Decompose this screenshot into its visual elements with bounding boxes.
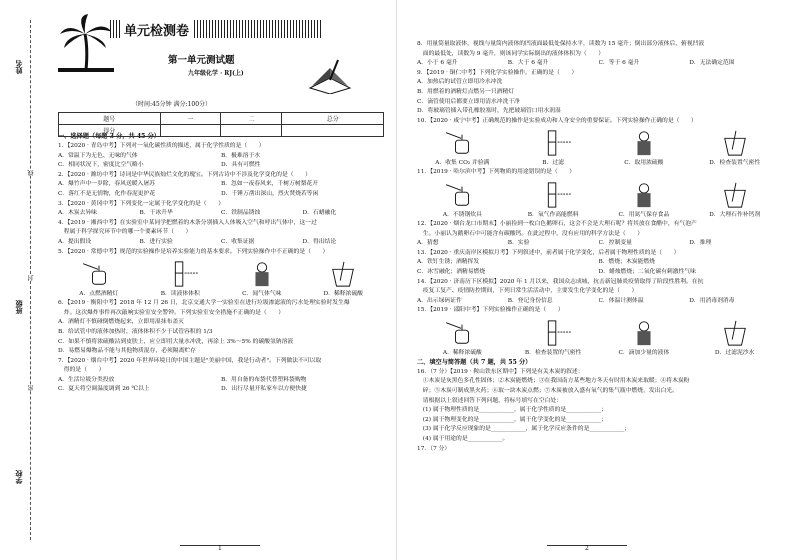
illustration-caption: D．稀释浓硫酸 [323, 291, 363, 298]
question-text: 请根据以上叙述回答下列问题，将标号填写在空白处： [417, 397, 562, 404]
illustration-caption: C．取用浓硫酸 [624, 160, 664, 167]
answer-options [417, 268, 780, 278]
illustration-cell[interactable] [508, 180, 599, 218]
score-header-cell: 二 [221, 113, 282, 125]
lab-apparatus-icon [619, 181, 669, 209]
answer-option[interactable]: B．干冰升华 [139, 210, 173, 217]
lab-apparatus-icon [437, 129, 487, 157]
question-text: 5．【2020 · 常德中考】规范的实验操作是培养实验能力的基本要求。下列实验操作中不正确的是（ ） [58, 248, 329, 255]
question-text: 生。小丽认为鹅卵石中可能含有碳酸钙。在此过程中，没有应用的科学方法是（ ） [417, 230, 644, 237]
q5-illustrations [58, 259, 384, 297]
illustration-cell[interactable] [599, 318, 690, 356]
question-text: 1．【2020 · 青岛中考】下列对一氧化碳性质的描述，属于化学性质的是（ ） [58, 143, 265, 149]
illustration-caption: D．检查装置气密性 [709, 160, 761, 167]
right-page [397, 0, 794, 560]
question-text: 12．【2020 · 烟台龙口市期末】小丽捡到一枚白色鹅卵石，这会不会是大理石呢？将其放在食醋中，有气泡产 [417, 220, 697, 227]
illustration-cell[interactable] [417, 180, 508, 218]
illustration-caption: A．收集 CO₂ 并验满 [435, 160, 490, 167]
question-text: 碎；⑤木炭可制成黑火药；⑥取一块木炭点燃；⑦木炭被放入盛有氧气的集气瓶中燃烧，发出白光。 [417, 388, 678, 395]
binding-class-label: 班级 [14, 300, 23, 314]
question-text: 疫复工复产、疫情防控期间，下列日常生活活动中，主要发生化学变化的是（ ） [417, 288, 638, 295]
score-header-cell: 总分 [282, 113, 384, 125]
binding-mark-secret: 密 [28, 385, 35, 391]
binding-margin [0, 0, 56, 560]
score-table [58, 112, 384, 137]
lab-apparatus-icon [528, 129, 578, 157]
banner-title: 单元检测卷 [120, 20, 193, 39]
question-text: C．如果不慎将浓硫酸沾到皮肤上，应立即用大量水冲洗，再涂上 3%～5% 的碳酸氢钠溶液 [58, 338, 294, 345]
lab-apparatus-icon [619, 319, 669, 347]
illustration-caption: D．大理石作补钙剂 [709, 211, 761, 218]
answer-options [58, 190, 384, 200]
answer-options [58, 180, 384, 190]
question-text: B．给试管中的液体加热时，液体体积不少于试管容积的 1/3 [58, 328, 213, 335]
illustration-cell[interactable] [508, 128, 599, 166]
lab-apparatus-icon [237, 260, 287, 288]
illustration-cell[interactable] [508, 318, 599, 356]
left-content [58, 0, 384, 395]
answer-options [58, 209, 384, 219]
question-block [417, 168, 780, 178]
answer-option[interactable]: D．推理 [689, 240, 712, 247]
question-text: 4．【2019 · 湘西中考】在实验室中某同学把燃着的木条分别插入人体吸入空气和呼出气体中，这一过 [58, 219, 317, 226]
answer-options [58, 152, 384, 162]
illustration-caption: B．过滤 [542, 160, 564, 167]
question-block [58, 132, 384, 257]
answer-option[interactable]: A．铁钉生锈；酒精挥发 [417, 259, 480, 266]
question-text: A．加热后的试管立即用冷水冲洗 [417, 79, 503, 86]
test-header [58, 0, 384, 135]
book-and-pen-icon [308, 58, 352, 94]
section-heading: 二、填空与简答题（共 7 题，共 55 分） [417, 358, 532, 366]
lab-apparatus-icon [710, 319, 760, 347]
illustration-caption: B．检查装置的气密性 [524, 349, 582, 356]
answer-option[interactable]: B．登记身份信息 [507, 297, 553, 304]
illustration-cell[interactable] [599, 180, 690, 218]
illustration-cell[interactable] [417, 318, 508, 356]
answer-option[interactable]: B．极难溶于水 [221, 152, 261, 159]
illustration-caption: A．不锈钢炊具 [442, 211, 482, 218]
score-label-cell: 得分 [59, 125, 161, 137]
question-text: 炸。这次爆炸事件再次敲响实验室安全警钟。下列实验室安全措施不正确的是（ ） [58, 309, 285, 316]
answer-option[interactable]: C．落红不是无情物，化作春泥更护花 [58, 190, 156, 197]
question-text: 8．用量筒量取液体，视线与量筒内液体的凹液面最低处保持水平，读数为 15 毫升；倒出部分液体后，俯视凹液 [417, 41, 705, 47]
time-and-score-note: （时间:45分钟 满分:100分） [132, 101, 212, 108]
answer-option[interactable]: C．收集证据 [221, 238, 255, 245]
illustration-cell[interactable] [417, 128, 508, 166]
answer-option[interactable]: D．用消毒剂消毒 [689, 297, 735, 304]
answer-options [417, 239, 780, 249]
lab-apparatus-icon [437, 181, 487, 209]
answer-option[interactable]: D．无法确定范围 [689, 60, 735, 67]
lab-apparatus-icon [437, 319, 487, 347]
question-text: 6．【2019 · 衡阳中考】2018 年 12 月 26 日，北京交通大学一实验室在进行垃圾渗滤液的污水处理实验时发生爆 [58, 300, 350, 307]
score-input-cell[interactable] [282, 125, 384, 137]
question-block [417, 40, 780, 126]
question-block [417, 220, 780, 316]
question-text: ①木炭是灰黑色多孔性固体；②木炭能燃烧；③在我国南方某些地方冬天有时用木炭来取暖；④将木炭粉 [417, 378, 690, 385]
answer-option[interactable]: B．燃烧；木炭能燃烧 [598, 259, 655, 266]
answer-option[interactable]: A．木炭去异味 [58, 210, 97, 217]
q11-illustrations [417, 180, 780, 218]
question-block [58, 299, 384, 395]
question-text: 14．【2020 · 济南历下区模拟】2020 年 1 月以来，我国众志成城，抗击新冠肺炎疫情取得了阶段性胜利。在抗 [417, 278, 704, 285]
answer-option[interactable]: C．等于 6 毫升 [598, 60, 640, 67]
answer-option[interactable]: A．小于 6 毫升 [417, 60, 458, 67]
question-text: (3) 属于化学反应现象的是____________，属于化学反应条件的是____________； [417, 426, 630, 433]
answer-option[interactable]: A．出示绿码证件 [417, 297, 462, 304]
question-text: (2) 属于物理变化的是____________，属于化学变化的是____________； [417, 416, 607, 423]
question-text: 9．【2019 · 铜仁中考】下列化学实验操作，正确的是（ ） [417, 69, 578, 76]
illustration-caption: C．闻气体气味 [242, 291, 282, 298]
page-number-left: 1 [218, 545, 222, 552]
answer-option[interactable]: D．具有可燃性 [221, 162, 261, 169]
illustration-cell[interactable] [689, 180, 780, 218]
answer-option[interactable]: B．实验 [507, 240, 530, 247]
answer-options [58, 238, 384, 248]
answer-option[interactable]: C．相同状况下，密度比空气略小 [58, 162, 144, 169]
lab-apparatus-icon [155, 260, 205, 288]
answer-option[interactable]: C．体温计测体温 [598, 297, 644, 304]
answer-option[interactable]: A．提出假设 [58, 238, 92, 245]
illustration-cell[interactable] [303, 259, 385, 297]
score-input-cell[interactable] [221, 125, 282, 137]
question-text: 16．（7 分）【2019 · 鞍山铁东区期中】下列是有关木炭的叙述： [417, 368, 584, 375]
answer-option[interactable]: D．千锤万凿出深山，烈火焚烧若等闲 [221, 190, 319, 197]
binding-mark-line: 线 [28, 170, 35, 176]
question-text: 17．（7 分） [417, 445, 451, 452]
illustration-caption: C．滴加少量的液体 [618, 349, 670, 356]
q10-illustrations [417, 128, 780, 166]
answer-option[interactable]: A．常温下为无色、无味的气体 [58, 152, 138, 159]
q15-illustrations [417, 318, 780, 356]
question-text: 程属于科学探究环节中的哪一个要素环节（ ） [58, 229, 192, 236]
illustration-cell[interactable] [221, 259, 303, 297]
answer-option[interactable]: C．控制变量 [598, 240, 632, 247]
question-text: (1) 属于物理性质的是____________，属于化学性质的是____________； [417, 407, 607, 414]
question-text: D．将玻璃管插入带孔橡胶塞时，先把玻璃管口用水润湿 [417, 108, 561, 115]
answer-options [417, 297, 780, 307]
question-text: 面的最低处，读数为 9 毫升，则该同学实际倒出的液体体积为（ ） [417, 50, 605, 57]
question-text: D．易燃易爆物品不能与其他物质混存，必须隔离贮存 [58, 348, 196, 355]
question-text: A．酒精灯不慎碰倒燃烧起来，立即用湿抹布盖灭 [58, 319, 184, 326]
question-text: 7．【2020 · 烟台中考】2020 年世界环境日的中国主题是"美丽中国，我是行动者"。下列做法不可以取 [58, 357, 322, 364]
score-header-cell: 题号 [59, 113, 161, 125]
answer-option[interactable]: D．蜡烛燃烧；二氧化碳有刺激性气味 [598, 268, 696, 275]
page-title: 第一单元测试题 [168, 55, 235, 66]
answer-options [417, 258, 780, 268]
illustration-cell[interactable] [689, 128, 780, 166]
score-header-cell: 一 [160, 113, 221, 125]
page-number-right: 2 [585, 545, 589, 552]
answer-option[interactable]: A．爆竹声中一岁除，春风送暖入屠苏 [58, 181, 155, 188]
answer-option[interactable]: B．用自备的布袋代替塑料袋购物 [221, 376, 307, 383]
question-text: (4) 属于用途的是____________。 [417, 436, 509, 443]
question-text: 15．【2019 · 邵阳中考】下列实验操作正确的是（ ） [417, 307, 564, 314]
answer-option[interactable]: B．进行实验 [139, 238, 173, 245]
illustration-caption: C．用氮气保存食品 [618, 211, 670, 218]
lab-apparatus-icon [619, 129, 669, 157]
question-text: 2．【2020 · 潍坊中考】诗词是中华民族灿烂文化的瑰宝。下列古诗中不涉及化学变化的是（ ） [58, 171, 311, 178]
illustration-caption: B．读液体体积 [160, 291, 200, 298]
lab-apparatus-icon [528, 181, 578, 209]
lab-apparatus-icon [710, 181, 760, 209]
question-text: 10．【2020 · 咸宁中考】正确规范的操作是实验成功和人身安全的重要保证。下列实验操作正确的是（ ） [417, 117, 697, 124]
answer-options [58, 161, 384, 171]
illustration-cell[interactable] [58, 259, 140, 297]
answer-options [58, 385, 384, 395]
question-text: 得的是（ ） [58, 367, 105, 374]
section-heading: 一、选择题（每题 3 分，共 45 分） [58, 133, 160, 140]
illustration-cell[interactable] [140, 259, 222, 297]
lab-apparatus-icon [710, 129, 760, 157]
question-block [417, 358, 780, 454]
answer-option[interactable]: D．出行尽量开私家车以方便快捷 [221, 386, 307, 393]
illustration-caption: D．过滤泥沙水 [714, 349, 755, 356]
illustration-caption: B．氧气作高能燃料 [527, 211, 579, 218]
answer-option[interactable]: B．忽如一夜春风来，千树万树梨花开 [221, 181, 319, 188]
lab-apparatus-icon [318, 260, 368, 288]
question-text: 3．【2020 · 黄冈中考】下列变化一定属于化学变化的是（ ） [58, 200, 224, 207]
question-text: B．用燃着的酒精灯点燃另一只酒精灯 [417, 88, 515, 95]
answer-option[interactable]: D．石蜡融化 [302, 210, 337, 217]
illustration-caption: A．点燃酒精灯 [79, 291, 119, 298]
answer-options [58, 376, 384, 386]
binding-mark-seal: 封 [28, 275, 35, 281]
lab-apparatus-icon [74, 260, 124, 288]
answer-option[interactable]: A．生活垃圾分类投放 [58, 376, 115, 383]
answer-option[interactable]: C．夏天将空调温度调到 26 ℃以上 [58, 386, 150, 393]
question-text: 11．【2019 · 哈尔滨中考】下列物质的用途错误的是（ ） [417, 169, 576, 176]
question-text: C．滴管使用后都要立即用清水冲洗干净 [417, 98, 520, 105]
illustration-cell[interactable] [689, 318, 780, 356]
answer-option[interactable]: C．铁制品锈蚀 [221, 210, 261, 217]
right-content [417, 0, 780, 454]
binding-school-label: 学校 [14, 470, 23, 484]
answer-options [417, 59, 780, 69]
subtitle: 九年级化学 · RJ(上) [188, 70, 244, 77]
answer-option[interactable]: A．猜想 [417, 240, 439, 247]
palm-tree-icon [58, 14, 114, 72]
illustration-caption: A．稀释浓硫酸 [442, 349, 482, 356]
answer-option[interactable]: B．大于 6 毫升 [507, 60, 549, 67]
question-text: 13．【2020 · 重庆南岸区模拟月考】下列叙述中，前者属于化学变化，后者属于物理性质的是（ ） [417, 249, 680, 256]
binding-name-label: 姓名 [14, 60, 23, 74]
answer-option[interactable]: D．得出结论 [302, 238, 337, 245]
lab-apparatus-icon [528, 319, 578, 347]
score-input-cell[interactable] [160, 125, 221, 137]
answer-option[interactable]: C．冰雪融化；酒精易燃烧 [417, 268, 486, 275]
illustration-cell[interactable] [599, 128, 690, 166]
